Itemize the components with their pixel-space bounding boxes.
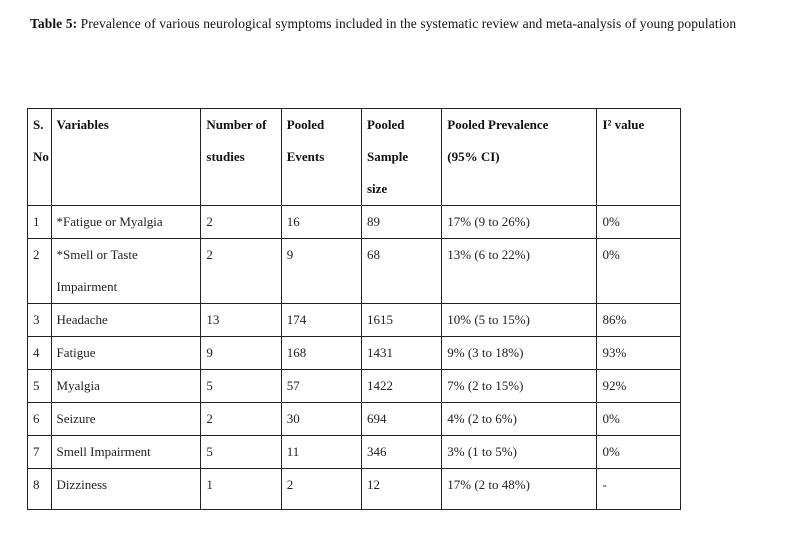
cell-sample-size: 68 [361, 239, 441, 304]
cell-prevalence: 4% (2 to 6%) [442, 403, 597, 436]
cell-variable: Fatigue [51, 337, 201, 370]
table-row [28, 436, 681, 469]
table-row [28, 337, 681, 370]
cell-variable: Dizziness [51, 469, 201, 510]
header-row [28, 109, 681, 206]
cell-i2: - [597, 469, 681, 510]
cell-sample-size: 1615 [361, 304, 441, 337]
cell-i2: 93% [597, 337, 681, 370]
cell-variable: *Smell or Taste Impairment [51, 239, 201, 304]
cell-studies: 9 [201, 337, 281, 370]
cell-studies: 5 [201, 436, 281, 469]
cell-prevalence: 7% (2 to 15%) [442, 370, 597, 403]
cell-variable: Myalgia [51, 370, 201, 403]
cell-sno: 8 [28, 469, 52, 510]
cell-studies: 2 [201, 403, 281, 436]
header-sno: S. No [28, 109, 52, 206]
header-i2-value: I² value [597, 109, 681, 206]
cell-i2: 0% [597, 206, 681, 239]
cell-sample-size: 346 [361, 436, 441, 469]
cell-variable: Seizure [51, 403, 201, 436]
cell-studies: 1 [201, 469, 281, 510]
header-pooled-prevalence: Pooled Prevalence (95% CI) [442, 109, 597, 206]
cell-events: 11 [281, 436, 361, 469]
cell-sno: 6 [28, 403, 52, 436]
cell-sample-size: 1422 [361, 370, 441, 403]
cell-sample-size: 12 [361, 469, 441, 510]
caption-text: Prevalence of various neurological symptoms included in the systematic review and meta-analysis of young population [80, 16, 737, 31]
caption-label: Table 5: [30, 16, 78, 31]
cell-events: 9 [281, 239, 361, 304]
cell-prevalence: 9% (3 to 18%) [442, 337, 597, 370]
cell-prevalence: 10% (5 to 15%) [442, 304, 597, 337]
table-row [28, 206, 681, 239]
cell-sno: 3 [28, 304, 52, 337]
header-pooled-sample-size: Pooled Sample size [361, 109, 441, 206]
cell-sno: 5 [28, 370, 52, 403]
cell-studies: 2 [201, 206, 281, 239]
cell-events: 168 [281, 337, 361, 370]
cell-sample-size: 1431 [361, 337, 441, 370]
table-caption [30, 8, 775, 40]
cell-events: 30 [281, 403, 361, 436]
cell-variable: *Fatigue or Myalgia [51, 206, 201, 239]
cell-i2: 92% [597, 370, 681, 403]
cell-i2: 0% [597, 239, 681, 304]
cell-sno: 2 [28, 239, 52, 304]
cell-events: 57 [281, 370, 361, 403]
prevalence-table [27, 108, 681, 510]
cell-events: 16 [281, 206, 361, 239]
cell-studies: 5 [201, 370, 281, 403]
cell-prevalence: 17% (9 to 26%) [442, 206, 597, 239]
table-row [28, 403, 681, 436]
cell-i2: 0% [597, 403, 681, 436]
cell-sno: 1 [28, 206, 52, 239]
header-variables: Variables [51, 109, 201, 206]
cell-sample-size: 89 [361, 206, 441, 239]
cell-i2: 0% [597, 436, 681, 469]
table-row [28, 304, 681, 337]
cell-prevalence: 3% (1 to 5%) [442, 436, 597, 469]
cell-events: 174 [281, 304, 361, 337]
cell-variable: Headache [51, 304, 201, 337]
cell-prevalence: 13% (6 to 22%) [442, 239, 597, 304]
cell-variable: Smell Impairment [51, 436, 201, 469]
header-pooled-events: Pooled Events [281, 109, 361, 206]
cell-sample-size: 694 [361, 403, 441, 436]
table-row [28, 469, 681, 510]
cell-studies: 2 [201, 239, 281, 304]
table-row [28, 239, 681, 304]
cell-sno: 7 [28, 436, 52, 469]
cell-sno: 4 [28, 337, 52, 370]
cell-i2: 86% [597, 304, 681, 337]
header-number-of-studies: Number of studies [201, 109, 281, 206]
table-row [28, 370, 681, 403]
cell-studies: 13 [201, 304, 281, 337]
cell-prevalence: 17% (2 to 48%) [442, 469, 597, 510]
cell-events: 2 [281, 469, 361, 510]
